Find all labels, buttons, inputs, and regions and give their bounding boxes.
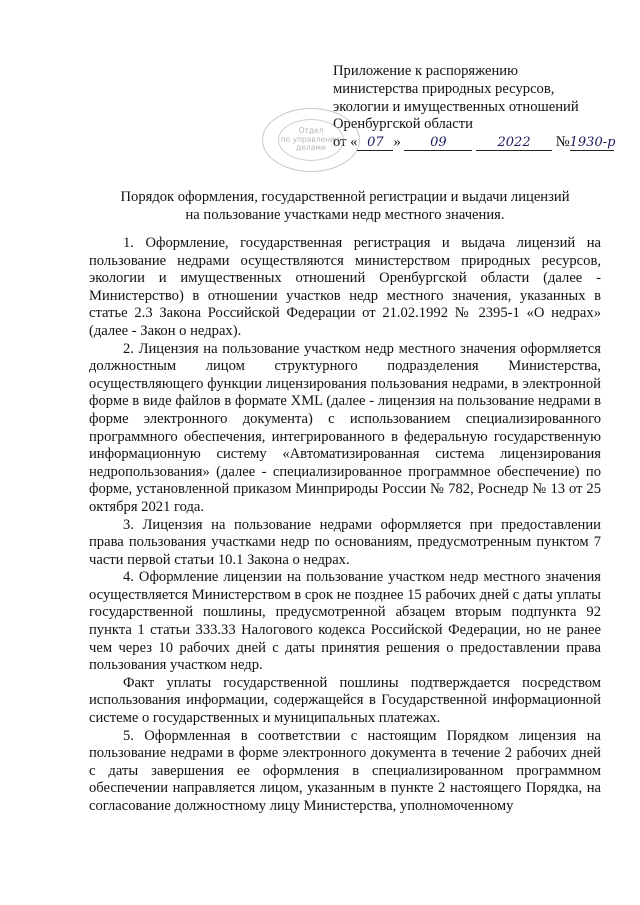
appendix-line: экологии и имущественных отношений <box>333 98 579 115</box>
document-body <box>89 235 601 816</box>
paragraph: 5. Оформленная в соответствии с настоящим Порядком лицензия на пользование недрами в форме электронного документа в течение 2 рабочих дней с даты завершения ее оформления в специализированном программном обеспечении направляется лицом, указанным в пункте 2 настоящего Порядка, на согласование должностному лицу Министерства, уполномоченному <box>89 727 601 814</box>
paragraph: 2. Лицензия на пользование участком недр местного значения оформляется должностным лицом структурного подразделения Министерства, осуществляющего функции лицензирования пользования недрами, в электронной форме в виде файлов в формате XML (далее - лицензия на пользование недрами в форме электронного документа) с использованием специализированного программного обеспечения, интегрированного в федеральную государственную информационную систему «Автоматизированная система лицензирования недропользования» (далее - специализированное программное обеспечение) по форме, установленной приказом Минприроды России № 782, Роснедр № 13 от 25 октября 2021 года. <box>89 340 601 515</box>
stamp-inner-ring <box>278 119 344 161</box>
document-title <box>60 189 630 225</box>
date-day: 07 <box>357 135 393 151</box>
appendix-header <box>333 63 623 152</box>
appendix-line: министерства природных ресурсов, <box>333 80 555 97</box>
title-line: на пользование участками недр местного значения. <box>185 206 505 223</box>
stamp-text: Отдел <box>298 126 324 136</box>
paragraph: 1. Оформление, государственная регистрация и выдача лицензий на пользование недрами осуществляются министерством природных ресурсов, экологии и имущественных отношений Оренбургской области (далее - Министерство) в отношении участков недр местного значения, указанных в статье 2.3 Закона Российской Федерации от 21.02.1992 № 2395-1 «О недрах» (далее - Закон о недрах). <box>89 235 601 339</box>
appendix-line: Оренбургской области <box>333 116 473 133</box>
date-sep: » <box>393 134 401 151</box>
paragraph: 4. Оформление лицензии на пользование участком недр местного значения осуществляется Министерством в срок не позднее 15 рабочих дней с даты уплаты государственной пошлины, предусмотренной абзацем вторым подпункта 92 пункта 1 статьи 333.33 Налогового кодекса Российской Федерации, но не ранее чем через 10 рабочих дней с даты принятия решения о предоставлении права пользования участком недр. <box>89 569 601 674</box>
office-stamp <box>262 108 360 172</box>
stamp-text: по управлению <box>280 134 342 144</box>
paragraph: 3. Лицензия на пользование недрами оформляется при предоставлении права пользования участками недр по основаниям, предусмотренным пунктом 7 части первой статьи 10.1 Закона о недрах. <box>89 516 601 568</box>
number-value: 1930-р <box>569 135 616 151</box>
appendix-date-line <box>333 134 623 152</box>
number-prefix: № <box>555 134 570 151</box>
stamp-text: делами <box>296 143 326 153</box>
date-prefix: от « <box>333 134 358 151</box>
title-line: Порядок оформления, государственной регистрации и выдачи лицензий <box>120 189 570 205</box>
date-month: 09 <box>404 135 472 151</box>
paragraph: Факт уплаты государственной пошлины подтверждается посредством использования информации, содержащейся в Государственной информационной системе о государственных и муниципальных платежах. <box>89 674 601 727</box>
appendix-line: Приложение к распоряжению <box>333 63 518 79</box>
date-year: 2022 <box>476 135 552 151</box>
